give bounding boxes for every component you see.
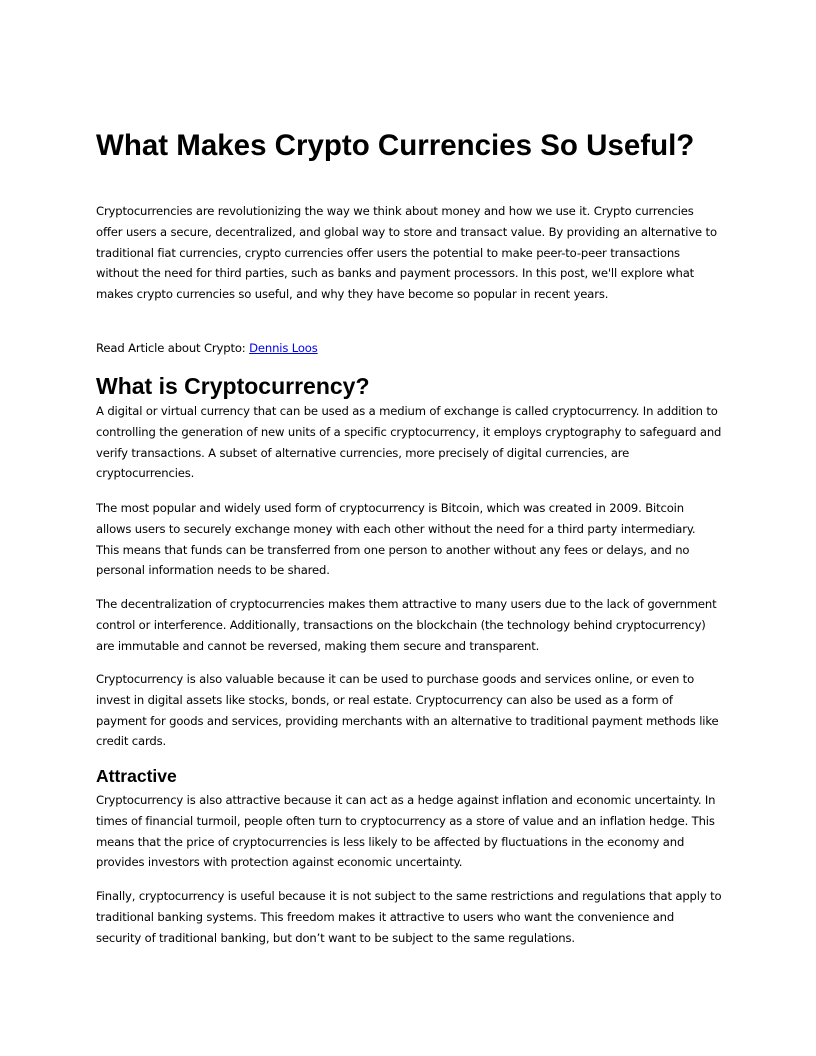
- section-what-is-crypto-heading: [96, 372, 722, 400]
- paragraph: Finally, cryptocurrency is useful because it is not subject to the same restrictions and regulations that apply to traditional banking systems. This freedom makes it attractive to users who want the convenience and security of traditional banking, but don’t want to be subject to the same regulations.: [96, 889, 722, 945]
- page-title: What Makes Crypto Currencies So Useful?: [96, 129, 695, 162]
- section2-paragraph-block: [96, 886, 722, 948]
- section1-paragraph-block: [96, 498, 722, 581]
- paragraph: A digital or virtual currency that can be used as a medium of exchange is called cryptocurrency. In addition to controlling the generation of new units of a specific cryptocurrency, it employs cryptography to safeguard and verify transactions. A subset of alternative currencies, more precisely of digital currencies, are cryptocurrencies.: [96, 404, 722, 481]
- section-heading: Attractive: [96, 766, 177, 786]
- intro-block: [96, 201, 722, 305]
- section1-paragraph-block: [96, 669, 722, 752]
- section1-paragraph-block: [96, 594, 722, 656]
- read-article-line: [96, 338, 722, 359]
- section1-paragraph-block: [96, 401, 722, 484]
- paragraph: Cryptocurrency is also valuable because it can be used to purchase goods and services online, or even to invest in digital assets like stocks, bonds, or real estate. Cryptocurrency can also be used as a form of payment for goods and services, providing merchants with an alternative to traditional payment methods like credit cards.: [96, 672, 719, 749]
- author-link[interactable]: Dennis Loos: [249, 341, 318, 355]
- read-article-label: Read Article about Crypto:: [96, 341, 250, 355]
- section-heading: What is Cryptocurrency?: [96, 373, 370, 399]
- section2-paragraph-block: [96, 790, 722, 873]
- paragraph: Cryptocurrency is also attractive because it can act as a hedge against inflation and economic uncertainty. In times of financial turmoil, people often turn to cryptocurrency as a store of value and an inflation hedge. This means that the price of cryptocurrencies is less likely to be affected by fluctuations in the economy and provides investors with protection against economic uncertainty.: [96, 793, 716, 870]
- read-article-paragraph: [96, 338, 722, 359]
- paragraph: The most popular and widely used form of cryptocurrency is Bitcoin, which was created in 2009. Bitcoin allows users to securely exchange money with each other without the need for a third party intermediary. This means that funds can be transferred from one person to another without any fees or delays, and no personal information needs to be shared.: [96, 501, 696, 578]
- paragraph: The decentralization of cryptocurrencies makes them attractive to many users due to the lack of government control or interference. Additionally, transactions on the blockchain (the technology behind cryptocurrency) are immutable and cannot be reversed, making them secure and transparent.: [96, 597, 717, 653]
- section-attractive-heading: [96, 765, 722, 787]
- intro-paragraph: Cryptocurrencies are revolutionizing the way we think about money and how we use it. Crypto currencies offer users a secure, decentralized, and global way to store and transact value. By providing an alternative to traditional fiat currencies, crypto currencies offer users the potential to make peer-to-peer transactions without the need for third parties, such as banks and payment processors. In this post, we'll explore what makes crypto currencies so useful, and why they have become so popular in recent years.: [96, 204, 717, 302]
